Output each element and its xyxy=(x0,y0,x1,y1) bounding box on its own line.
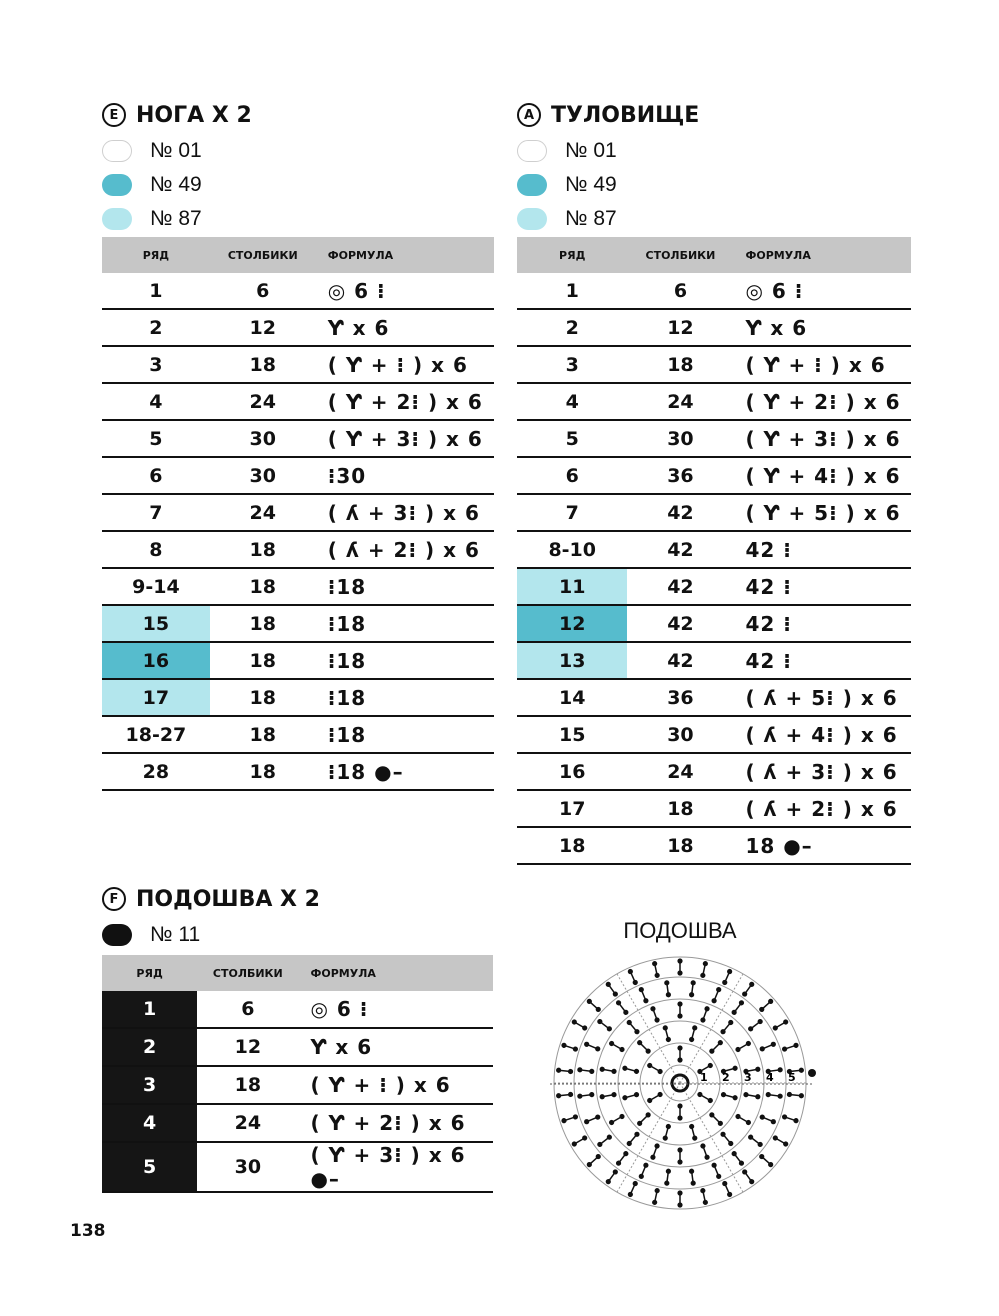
formula-cell: ( Ƴ + ⁝ ) x 6 xyxy=(733,346,911,383)
stitch-symbol-icon xyxy=(652,1188,661,1206)
stitch-symbol-icon xyxy=(731,1150,746,1167)
stitches-cell: 30 xyxy=(197,1142,298,1192)
stitches-cell: 36 xyxy=(627,457,733,494)
row-number-cell: 3 xyxy=(102,346,210,383)
row-number-cell: 16 xyxy=(517,753,627,790)
stitch-symbol-icon xyxy=(596,1018,613,1033)
leg-letter-badge: E xyxy=(102,103,126,127)
body-title-text: ТУЛОВИЩЕ xyxy=(551,102,700,128)
stitch-symbol-icon xyxy=(677,1147,682,1164)
table-row xyxy=(102,309,494,346)
stitch-symbol-icon xyxy=(664,1168,671,1186)
body-section xyxy=(517,100,699,236)
stitch-symbol-icon xyxy=(721,1180,733,1198)
body-letter-badge: A xyxy=(517,103,541,127)
stitches-cell: 18 xyxy=(627,346,733,383)
stitch-symbol-icon xyxy=(586,998,602,1013)
stitch-symbol-icon xyxy=(577,1067,595,1074)
stitch-symbol-icon xyxy=(627,968,639,986)
stitches-cell: 12 xyxy=(210,309,316,346)
stitches-cell: 18 xyxy=(627,827,733,864)
stitches-cell: 18 xyxy=(210,679,316,716)
stitches-cell: 6 xyxy=(210,273,316,309)
yarn-label: № 49 xyxy=(150,173,202,196)
formula-cell: ( Ƴ + ⁝ ) x 6 xyxy=(316,346,494,383)
stitch-symbol-icon xyxy=(781,1114,799,1124)
table-row xyxy=(517,679,911,716)
stitch-symbol-icon xyxy=(596,1134,613,1149)
table-row xyxy=(517,420,911,457)
table-row xyxy=(102,1066,493,1104)
table-row xyxy=(517,383,911,420)
stitch-symbol-icon xyxy=(689,1168,696,1186)
table-row xyxy=(517,790,911,827)
body-yarn-list xyxy=(517,134,699,236)
yarn-label: № 11 xyxy=(150,923,201,946)
row-number-cell: 12 xyxy=(517,605,627,642)
formula-cell: ⁝30 xyxy=(316,457,494,494)
column-header: ФОРМУЛА xyxy=(733,237,911,273)
row-number-cell: 17 xyxy=(102,679,210,716)
stitch-symbol-icon xyxy=(561,1114,579,1124)
stitch-symbol-icon xyxy=(758,1153,774,1168)
yarn-label: № 49 xyxy=(565,173,617,196)
row-number-cell: 16 xyxy=(102,642,210,679)
table-row xyxy=(102,457,494,494)
table-row xyxy=(517,346,911,383)
column-header: СТОЛБИКИ xyxy=(210,237,316,273)
table-row xyxy=(517,753,911,790)
sole-yarn-list xyxy=(102,918,320,952)
stitches-cell: 42 xyxy=(627,568,733,605)
stitch-symbol-icon xyxy=(646,1091,663,1104)
stitch-symbol-icon xyxy=(626,1131,641,1148)
formula-cell: ⁝18 xyxy=(316,679,494,716)
table-row xyxy=(102,420,494,457)
table-row xyxy=(517,642,911,679)
yarn-row xyxy=(102,134,252,168)
yarn-row xyxy=(102,202,252,236)
table-row xyxy=(102,346,494,383)
stitch-symbol-icon xyxy=(721,968,733,986)
stitch-symbol-icon xyxy=(677,1001,682,1018)
stitches-cell: 42 xyxy=(627,494,733,531)
fasten-off-icon xyxy=(808,1069,816,1077)
stitch-symbol-icon xyxy=(571,1018,588,1031)
stitch-symbol-icon xyxy=(696,1091,713,1104)
stitch-symbol-icon xyxy=(700,1143,711,1161)
stitch-symbol-icon xyxy=(747,1018,764,1033)
table-row xyxy=(102,642,494,679)
table-row xyxy=(102,1104,493,1142)
stitches-cell: 42 xyxy=(627,531,733,568)
formula-cell: ⁝18 xyxy=(316,642,494,679)
stitch-symbol-icon xyxy=(561,1042,579,1052)
formula-cell: Ƴ x 6 xyxy=(298,1028,493,1066)
row-number-cell: 2 xyxy=(517,309,627,346)
row-number-cell: 9-14 xyxy=(102,568,210,605)
stitch-symbol-icon xyxy=(662,1025,671,1043)
row-number-cell: 3 xyxy=(102,1066,197,1104)
stitch-symbol-icon xyxy=(772,1018,789,1031)
stitch-symbol-icon xyxy=(636,1039,652,1055)
stitches-cell: 42 xyxy=(627,605,733,642)
table-row xyxy=(102,679,494,716)
stitch-symbol-icon xyxy=(787,1092,805,1099)
formula-cell: 18 ●– xyxy=(733,827,911,864)
stitches-cell: 30 xyxy=(627,716,733,753)
stitches-cell: 24 xyxy=(197,1104,298,1142)
table-row xyxy=(517,605,911,642)
stitches-cell: 24 xyxy=(627,383,733,420)
ring-label: 4 xyxy=(766,1071,774,1084)
formula-cell: ⁝18 ●– xyxy=(316,753,494,790)
sole-title xyxy=(102,884,320,914)
sole-section xyxy=(102,884,320,952)
leg-title-text: НОГА X 2 xyxy=(136,102,252,128)
yarn-row xyxy=(102,168,252,202)
stitch-symbol-icon xyxy=(615,999,630,1016)
stitch-symbol-icon xyxy=(700,961,709,979)
stitch-symbol-icon xyxy=(759,1114,777,1125)
table-row xyxy=(102,1028,493,1066)
row-number-cell: 4 xyxy=(517,383,627,420)
table-row xyxy=(517,273,911,309)
formula-cell: ( ʎ + 2⁝ ) x 6 xyxy=(316,531,494,568)
ring-label: 2 xyxy=(722,1071,730,1084)
table-row xyxy=(102,494,494,531)
row-number-cell: 4 xyxy=(102,1104,197,1142)
formula-cell: 42 ⁝ xyxy=(733,605,911,642)
yarn-swatch xyxy=(517,140,547,162)
stitches-cell: 6 xyxy=(627,273,733,309)
stitches-cell: 18 xyxy=(197,1066,298,1104)
stitch-symbol-icon xyxy=(759,1041,777,1052)
formula-cell: ( Ƴ + 2⁝ ) x 6 xyxy=(733,383,911,420)
stitch-symbol-icon xyxy=(577,1092,595,1099)
formula-cell: ◎ 6 ⁝ xyxy=(733,273,911,309)
formula-cell: ⁝18 xyxy=(316,568,494,605)
table-row xyxy=(102,273,494,309)
row-number-cell: 15 xyxy=(102,605,210,642)
stitch-symbol-icon xyxy=(556,1067,574,1074)
leg-yarn-list xyxy=(102,134,252,236)
table-row xyxy=(517,309,911,346)
stitch-symbol-icon xyxy=(615,1150,630,1167)
stitch-symbol-icon xyxy=(711,1162,722,1180)
column-header: РЯД xyxy=(102,237,210,273)
formula-cell: Ƴ x 6 xyxy=(733,309,911,346)
yarn-swatch xyxy=(517,174,547,196)
sole-title-text: ПОДОШВА X 2 xyxy=(136,886,320,912)
row-number-cell: 1 xyxy=(102,991,197,1028)
table-row xyxy=(102,605,494,642)
stitch-symbol-icon xyxy=(688,1123,697,1141)
row-number-cell: 13 xyxy=(517,642,627,679)
formula-cell: ( Ƴ + 2⁝ ) x 6 xyxy=(298,1104,493,1142)
formula-cell: ( Ƴ + 3⁝ ) x 6 ●– xyxy=(298,1142,493,1192)
body-table xyxy=(517,237,911,865)
stitch-symbol-icon xyxy=(586,1153,602,1168)
formula-cell: ( ʎ + 4⁝ ) x 6 xyxy=(733,716,911,753)
stitches-cell: 12 xyxy=(627,309,733,346)
row-number-cell: 2 xyxy=(102,1028,197,1066)
row-number-cell: 18 xyxy=(517,827,627,864)
table-row xyxy=(517,457,911,494)
yarn-label: № 01 xyxy=(150,139,202,162)
yarn-swatch xyxy=(102,208,132,230)
yarn-row xyxy=(517,168,699,202)
stitch-symbol-icon xyxy=(719,1019,734,1036)
yarn-row xyxy=(102,918,320,952)
stitch-symbol-icon xyxy=(605,981,619,998)
stitch-symbol-icon xyxy=(708,1111,724,1127)
row-number-cell: 5 xyxy=(102,1142,197,1192)
stitch-symbol-icon xyxy=(741,1168,755,1185)
stitch-symbol-icon xyxy=(638,1162,649,1180)
row-number-cell: 1 xyxy=(102,273,210,309)
row-number-cell: 15 xyxy=(517,716,627,753)
yarn-swatch xyxy=(102,174,132,196)
table-header-row xyxy=(102,955,493,991)
table-row xyxy=(102,531,494,568)
formula-cell: ( ʎ + 5⁝ ) x 6 xyxy=(733,679,911,716)
stitch-symbol-icon xyxy=(636,1111,652,1127)
column-header: РЯД xyxy=(517,237,627,273)
stitches-cell: 24 xyxy=(627,753,733,790)
formula-cell: ( ʎ + 3⁝ ) x 6 xyxy=(316,494,494,531)
table-row xyxy=(102,753,494,790)
row-number-cell: 1 xyxy=(517,273,627,309)
row-number-cell: 8 xyxy=(102,531,210,568)
stitch-symbol-icon xyxy=(626,1019,641,1036)
row-number-cell: 7 xyxy=(102,494,210,531)
stitch-symbol-icon xyxy=(708,1039,724,1055)
stitch-symbol-icon xyxy=(781,1042,799,1052)
stitch-symbol-icon xyxy=(652,961,661,979)
formula-cell: ( Ƴ + 3⁝ ) x 6 xyxy=(316,420,494,457)
formula-cell: ( Ƴ + 4⁝ ) x 6 xyxy=(733,457,911,494)
yarn-swatch xyxy=(517,208,547,230)
leg-title xyxy=(102,100,252,130)
stitch-symbol-icon xyxy=(677,1190,682,1207)
stitches-cell: 12 xyxy=(197,1028,298,1066)
stitch-symbol-icon xyxy=(700,1005,711,1023)
column-header: РЯД xyxy=(102,955,197,991)
ring-label: 3 xyxy=(744,1071,752,1084)
table-row xyxy=(517,531,911,568)
leg-section xyxy=(102,100,252,236)
stitches-cell: 30 xyxy=(210,420,316,457)
stitch-symbol-icon xyxy=(622,1091,640,1100)
stitches-cell: 18 xyxy=(210,716,316,753)
row-number-cell: 7 xyxy=(517,494,627,531)
stitches-cell: 30 xyxy=(627,420,733,457)
table-header-row xyxy=(102,237,494,273)
stitches-cell: 18 xyxy=(210,346,316,383)
stitch-symbol-icon xyxy=(664,980,671,998)
column-header: СТОЛБИКИ xyxy=(197,955,298,991)
stitches-cell: 18 xyxy=(210,605,316,642)
stitch-symbol-icon xyxy=(677,1103,682,1120)
row-number-cell: 6 xyxy=(102,457,210,494)
sole-table xyxy=(102,955,493,1193)
sole-diagram xyxy=(550,955,830,1225)
formula-cell: ( ʎ + 3⁝ ) x 6 xyxy=(733,753,911,790)
stitch-symbol-icon xyxy=(688,1025,697,1043)
formula-cell: ( Ƴ + 3⁝ ) x 6 xyxy=(733,420,911,457)
stitches-cell: 36 xyxy=(627,679,733,716)
table-row xyxy=(102,568,494,605)
yarn-label: № 01 xyxy=(565,139,617,162)
yarn-swatch xyxy=(102,140,132,162)
stitches-cell: 30 xyxy=(210,457,316,494)
stitch-symbol-icon xyxy=(765,1092,783,1099)
row-number-cell: 4 xyxy=(102,383,210,420)
formula-cell: 42 ⁝ xyxy=(733,642,911,679)
stitch-symbol-icon xyxy=(772,1134,789,1147)
formula-cell: Ƴ x 6 xyxy=(316,309,494,346)
yarn-label: № 87 xyxy=(150,207,202,230)
formula-cell: 42 ⁝ xyxy=(733,568,911,605)
table-row xyxy=(102,1142,493,1192)
stitch-symbol-icon xyxy=(743,1092,761,1100)
stitches-cell: 18 xyxy=(210,753,316,790)
stitch-symbol-icon xyxy=(758,998,774,1013)
stitch-symbol-icon xyxy=(662,1123,671,1141)
ring-label: 5 xyxy=(788,1071,796,1084)
table-row xyxy=(517,827,911,864)
row-number-cell: 28 xyxy=(102,753,210,790)
formula-cell: ◎ 6 ⁝ xyxy=(316,273,494,309)
row-number-cell: 3 xyxy=(517,346,627,383)
stitch-symbol-icon xyxy=(650,1005,661,1023)
row-number-cell: 5 xyxy=(102,420,210,457)
row-number-cell: 2 xyxy=(102,309,210,346)
stitches-cell: 18 xyxy=(210,568,316,605)
stitch-symbol-icon xyxy=(720,1091,738,1100)
column-header: ФОРМУЛА xyxy=(298,955,493,991)
stitch-symbol-icon xyxy=(583,1041,601,1052)
stitch-symbol-icon xyxy=(583,1114,601,1125)
row-number-cell: 8-10 xyxy=(517,531,627,568)
row-number-cell: 18-27 xyxy=(102,716,210,753)
formula-cell: ⁝18 xyxy=(316,716,494,753)
formula-cell: ( Ƴ + ⁝ ) x 6 xyxy=(298,1066,493,1104)
stitch-symbol-icon xyxy=(747,1134,764,1149)
table-row xyxy=(102,383,494,420)
stitch-symbol-icon xyxy=(734,1040,751,1053)
formula-cell: 42 ⁝ xyxy=(733,531,911,568)
yarn-swatch xyxy=(102,924,132,946)
stitch-symbol-icon xyxy=(677,1045,682,1062)
stitch-symbol-icon xyxy=(734,1113,751,1126)
stitch-symbol-icon xyxy=(650,1143,661,1161)
formula-cell: ( Ƴ + 5⁝ ) x 6 xyxy=(733,494,911,531)
table-row xyxy=(517,494,911,531)
stitch-symbol-icon xyxy=(638,986,649,1004)
yarn-row xyxy=(517,134,699,168)
stitch-symbol-icon xyxy=(627,1180,639,1198)
diagram-title: ПОДОШВА xyxy=(623,918,737,943)
stitch-symbol-icon xyxy=(731,999,746,1016)
column-header: СТОЛБИКИ xyxy=(627,237,733,273)
row-number-cell: 5 xyxy=(517,420,627,457)
stitch-symbol-icon xyxy=(741,981,755,998)
ring-label: 1 xyxy=(700,1071,708,1084)
stitches-cell: 42 xyxy=(627,642,733,679)
stitches-cell: 6 xyxy=(197,991,298,1028)
stitch-symbol-icon xyxy=(646,1062,663,1075)
table-row xyxy=(102,716,494,753)
yarn-row xyxy=(517,202,699,236)
table-row xyxy=(517,716,911,753)
stitch-symbol-icon xyxy=(719,1131,734,1148)
stitch-symbol-icon xyxy=(689,980,696,998)
stitch-symbol-icon xyxy=(571,1134,588,1147)
stitch-symbol-icon xyxy=(605,1168,619,1185)
row-number-cell: 14 xyxy=(517,679,627,716)
stitch-symbol-icon xyxy=(711,986,722,1004)
row-number-cell: 11 xyxy=(517,568,627,605)
stitches-cell: 24 xyxy=(210,383,316,420)
sole-letter-badge: F xyxy=(102,887,126,911)
row-number-cell: 17 xyxy=(517,790,627,827)
table-row xyxy=(517,568,911,605)
body-title xyxy=(517,100,699,130)
yarn-label: № 87 xyxy=(565,207,617,230)
stitch-symbol-icon xyxy=(608,1040,625,1053)
formula-cell: ◎ 6 ⁝ xyxy=(298,991,493,1028)
stitch-symbol-icon xyxy=(556,1092,574,1099)
formula-cell: ( ʎ + 2⁝ ) x 6 xyxy=(733,790,911,827)
row-number-cell: 6 xyxy=(517,457,627,494)
column-header: ФОРМУЛА xyxy=(316,237,494,273)
stitches-cell: 18 xyxy=(210,642,316,679)
formula-cell: ( Ƴ + 2⁝ ) x 6 xyxy=(316,383,494,420)
stitch-symbol-icon xyxy=(599,1092,617,1100)
stitch-symbol-icon xyxy=(622,1065,640,1074)
table-row xyxy=(102,991,493,1028)
stitch-symbol-icon xyxy=(608,1113,625,1126)
stitch-symbol-icon xyxy=(599,1066,617,1074)
leg-table xyxy=(102,237,494,791)
stitch-symbol-icon xyxy=(677,958,682,975)
page-number: 138 xyxy=(70,1221,106,1241)
stitches-cell: 18 xyxy=(627,790,733,827)
stitches-cell: 24 xyxy=(210,494,316,531)
formula-cell: ⁝18 xyxy=(316,605,494,642)
stitches-cell: 18 xyxy=(210,531,316,568)
table-header-row xyxy=(517,237,911,273)
stitch-symbol-icon xyxy=(700,1188,709,1206)
